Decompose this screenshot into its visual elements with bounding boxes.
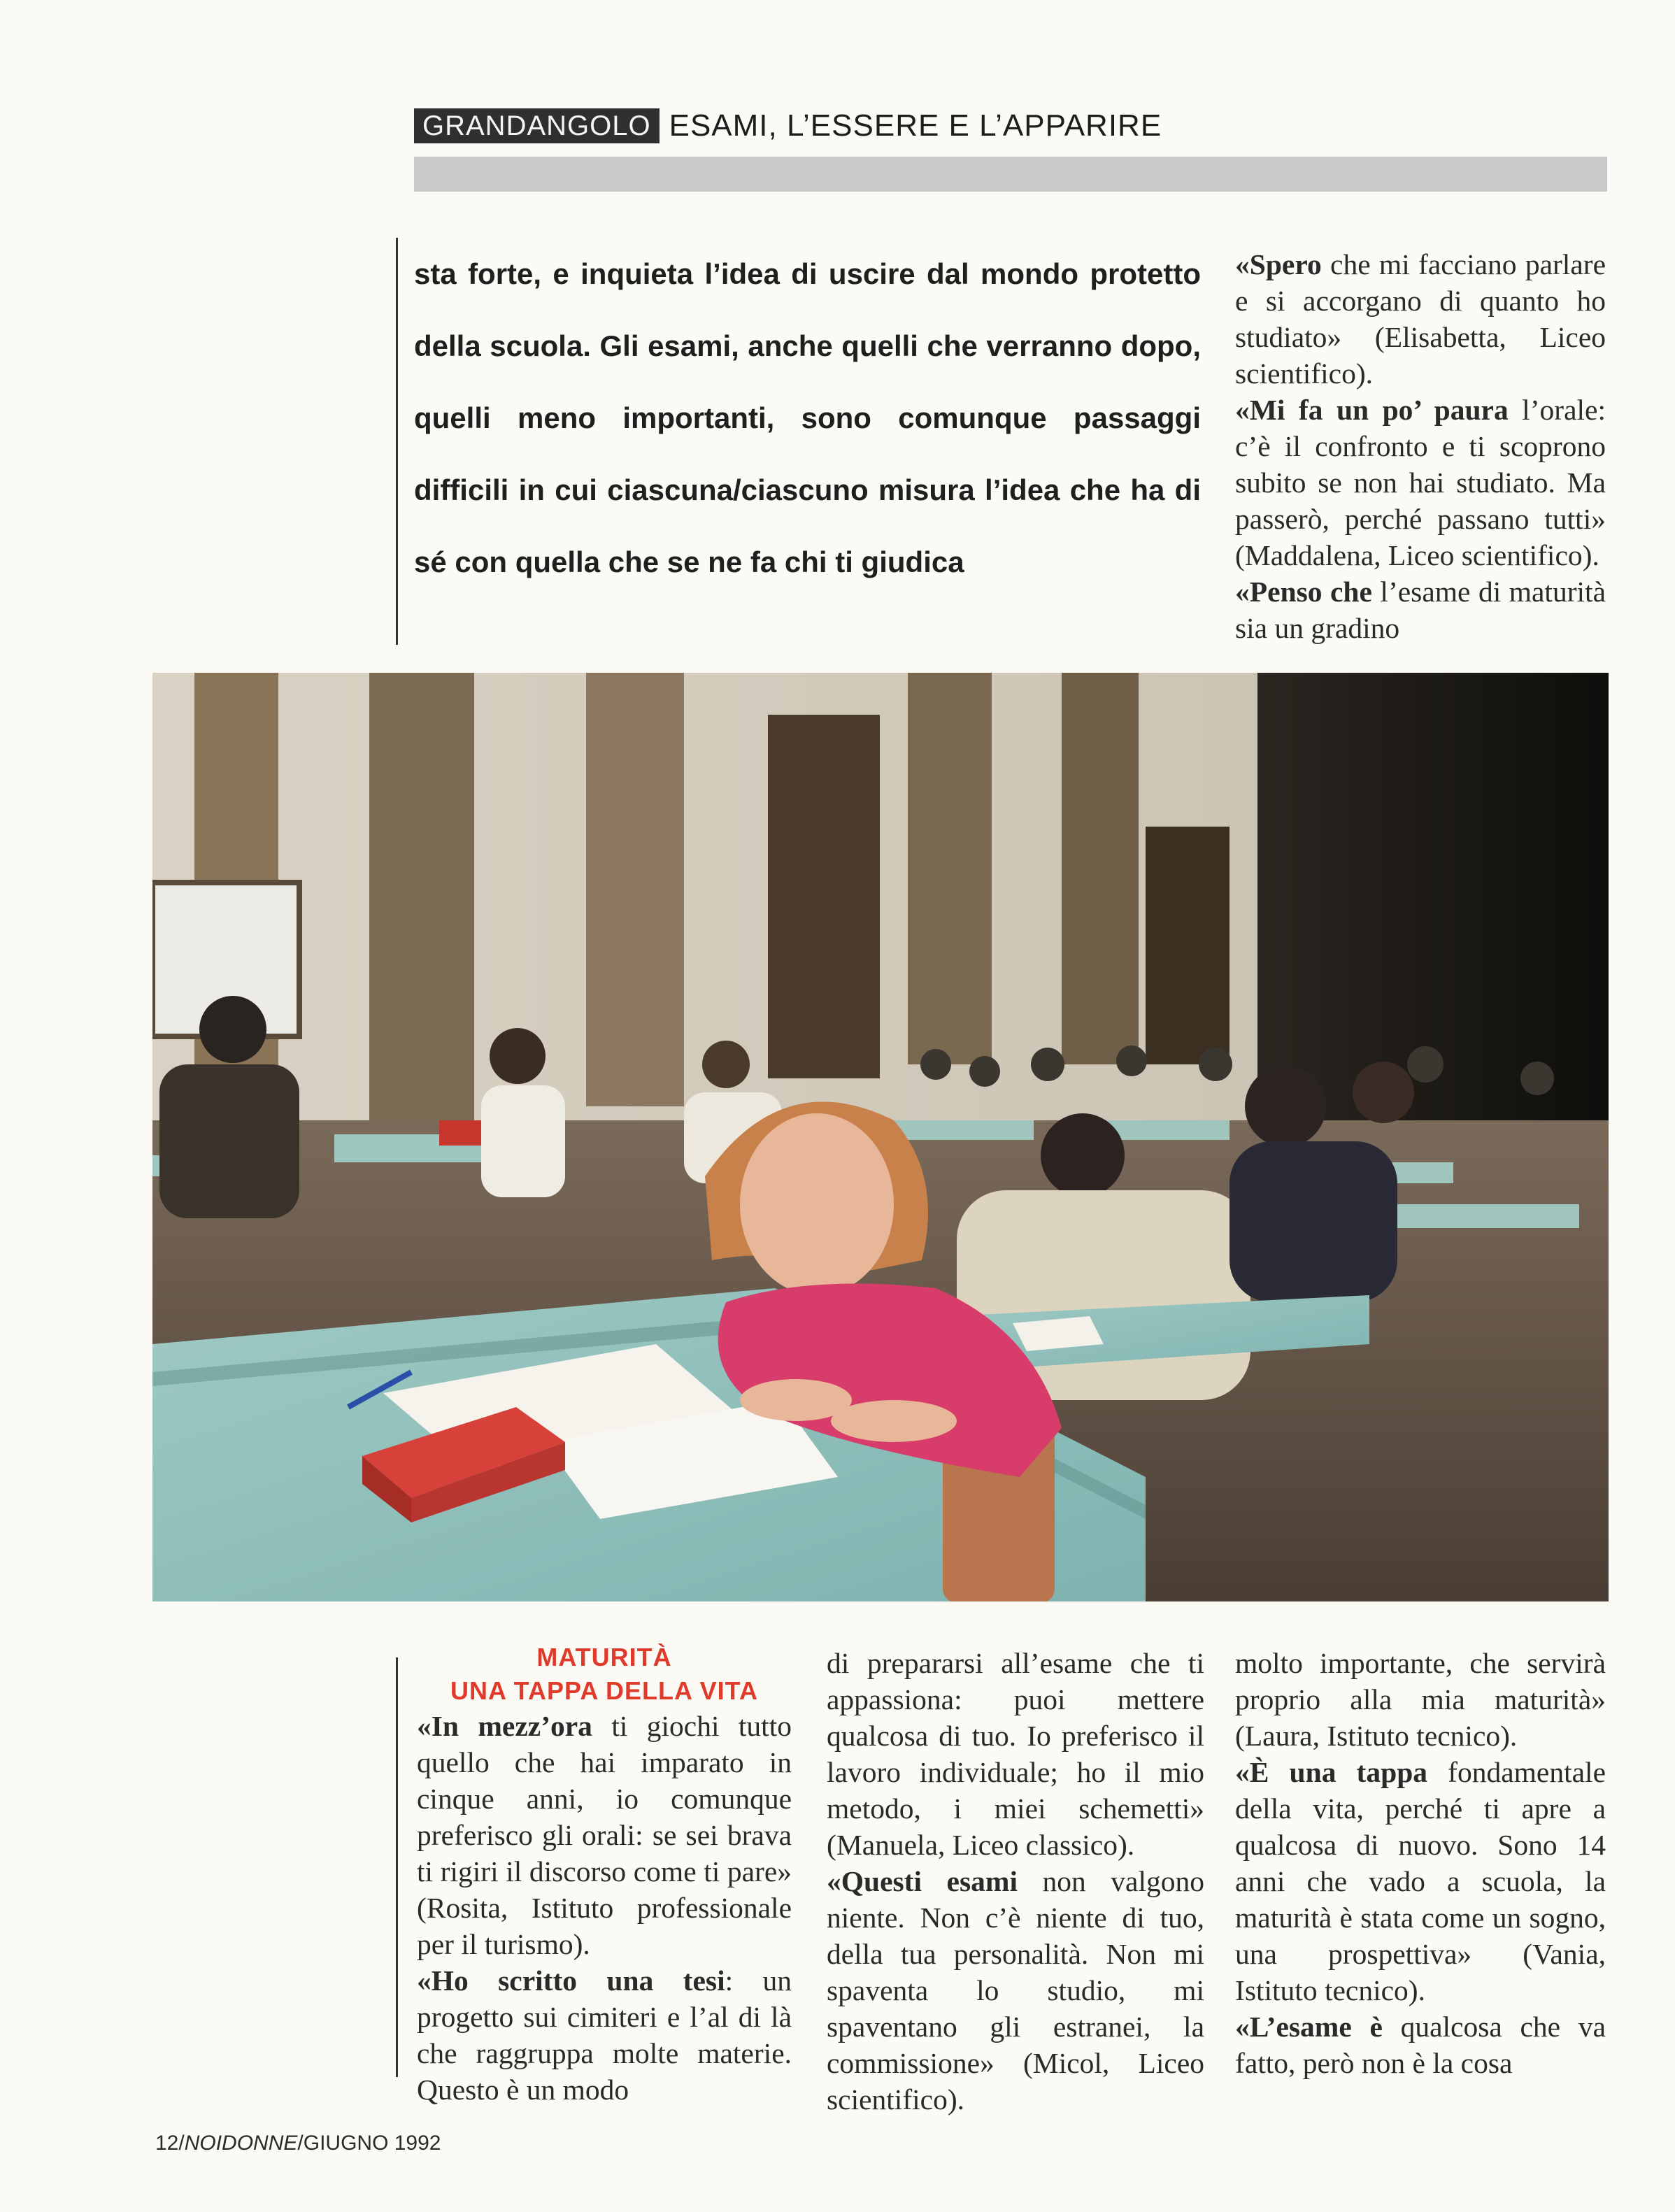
bottom-rule: [396, 1657, 398, 2077]
issue-date: /GIUGNO 1992: [297, 2132, 441, 2155]
bottom-column-2: [827, 1645, 1204, 2118]
quote-paragraph: «In mezz’ora ti giochi tutto quello che hai imparato in cinque anni, io comunque preferisco gli orali: se sei brava ti rigiri il discorso come ti pare» (Rosita, Istituto professionale per il turismo).: [417, 1710, 792, 1960]
bottom-column-1: [417, 1641, 792, 2108]
magazine-name: NOIDONNE: [184, 2132, 298, 2155]
page-number: 12/: [155, 2132, 185, 2155]
quote-paragraph: «Ho scritto una tesi: un progetto sui cimiteri e l’al di là che raggruppa molte materie. Questo è un modo: [417, 1964, 792, 2106]
quote-paragraph: di prepararsi all’esame che ti appassiona: puoi mettere qualcosa di tuo. Io preferisco il lavoro individuale; ho il mio metodo, i miei schemetti» (Manuela, Liceo classico).: [827, 1647, 1204, 1861]
quote-paragraph: «Spero che mi facciano parlare e si accorgano di quanto ho studiato» (Elisabetta, Liceo scientifico).: [1235, 248, 1606, 390]
section-header: [414, 108, 1162, 144]
intro-text: sta forte, e inquieta l’idea di uscire dal mondo protetto della scuola. Gli esami, anche quelli che verranno dopo, quelli meno importanti, sono comunque passaggi difficili in cui ciascuna/ciascuno misura l’idea che ha di sé con quella che se ne fa chi ti giudica: [414, 257, 1201, 578]
top-right-column: [1235, 246, 1606, 646]
exam-classroom-photo: [152, 673, 1609, 1601]
quote-paragraph: «È una tappa fondamentale della vita, perché ti apre a qualcosa di nuovo. Sono 14 anni che vado a scuola, la maturità è stata come un sogno, una prospettiva» (Vania, Istituto tecnico).: [1235, 1756, 1606, 2006]
quote-paragraph: «Questi esami non valgono niente. Non c’è niente di tuo, della tua personalità. Non mi spaventa lo studio, mi spaventano gli estranei, la commissione» (Micol, Liceo scientifico).: [827, 1865, 1204, 2115]
quote-paragraph: molto importante, che servirà proprio alla mia maturità» (Laura, Istituto tecnico).: [1235, 1647, 1606, 1752]
quote-paragraph: «Mi fa un po’ paura l’orale: c’è il confronto e ti scoprono subito se non hai studiato. Ma passerò, perché passano tutti» (Maddalena, Liceo scientifico).: [1235, 394, 1606, 571]
section-label: GRANDANGOLO: [414, 108, 660, 143]
subhead-line-1: MATURITÀ: [536, 1643, 672, 1671]
quote-paragraph: «Penso che l’esame di maturità sia un gradino: [1235, 576, 1606, 644]
bottom-column-3: [1235, 1645, 1606, 2081]
subhead-line-2: UNA TAPPA DELLA VITA: [450, 1676, 758, 1705]
article-title: ESAMI, L’ESSERE E L’APPARIRE: [669, 108, 1162, 143]
quote-paragraph: «L’esame è qualcosa che va fatto, però non è la cosa: [1235, 2011, 1606, 2079]
intro-rule: [396, 238, 398, 645]
header-rule-bar: [414, 157, 1607, 192]
page-footer: [155, 2132, 441, 2155]
